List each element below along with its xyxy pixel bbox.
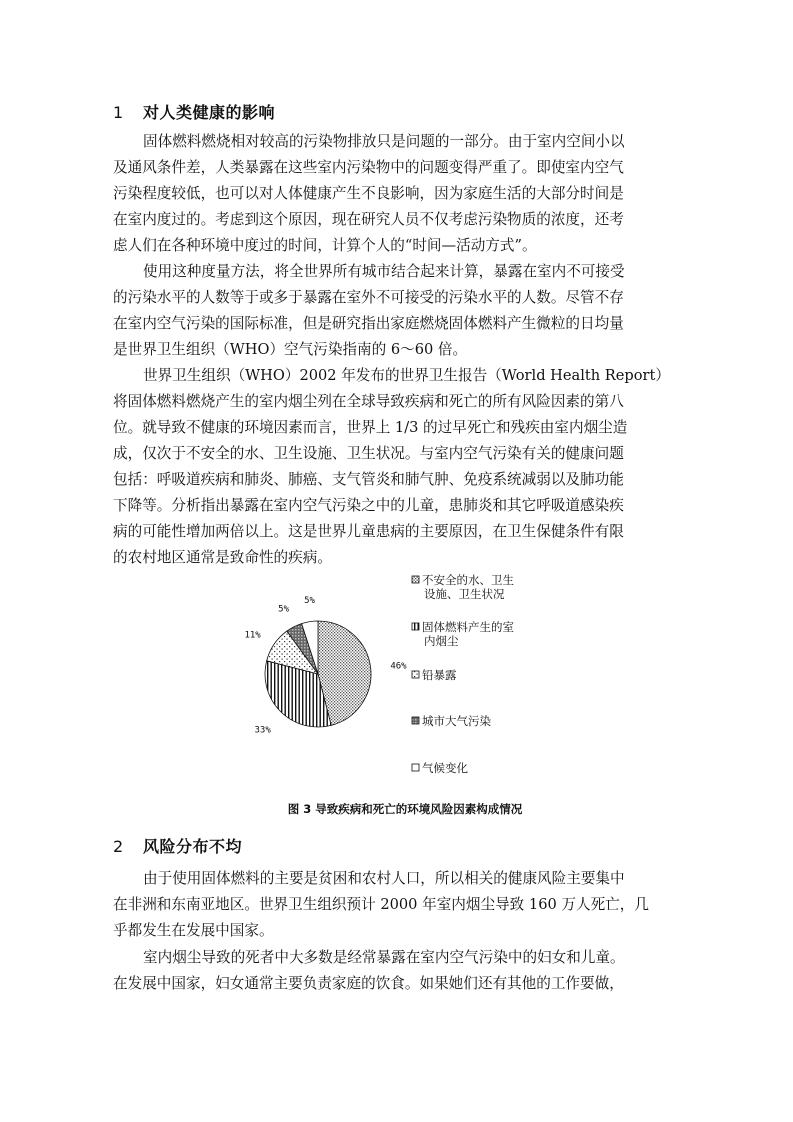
text-line: 及通风条件差，人类暴露在这些室内污染物中的问题变得严重了。即使室内空气 — [113, 159, 624, 176]
section-1-heading — [113, 100, 275, 123]
legend-label: 城市大气污染 — [422, 714, 491, 728]
paragraph — [113, 259, 676, 363]
legend-swatch — [412, 717, 419, 724]
text-line: 污染程度较低，也可以对人体健康产生不良影响，因为家庭生活的大部分时间是 — [113, 185, 624, 202]
paragraph — [113, 129, 676, 259]
section-number: 2 — [113, 837, 124, 856]
slice-label: 11% — [244, 630, 261, 641]
legend-swatch — [412, 671, 419, 678]
section-number: 1 — [113, 103, 124, 122]
legend-label: 固体燃料产生的室 — [422, 620, 514, 634]
paragraph — [113, 866, 676, 944]
legend-label: 气候变化 — [422, 761, 468, 775]
text-line: 世界卫生组织（WHO）2002 年发布的世界卫生报告（World Health Report） — [143, 367, 670, 384]
slice-label: 46% — [390, 661, 407, 672]
slice-label: 33% — [254, 725, 271, 736]
text-line: 室内烟尘导致的死者中大多数是经常暴露在室内空气污染中的妇女和儿童。 — [143, 949, 625, 966]
text-line: 病的可能性增加两倍以上。这是世界儿童患病的主要原因，在卫生保健条件有限 — [113, 523, 624, 540]
pie-chart-svg — [244, 573, 538, 785]
slice-label: 5% — [278, 604, 290, 615]
text-line: 使用这种度量方法，将全世界所有城市结合起来计算，暴露在室内不可接受 — [143, 263, 625, 280]
text-line: 的污染水平的人数等于或多于暴露在室外不可接受的污染水平的人数。尽管不存 — [113, 289, 624, 306]
text-line: 在非洲和东南亚地区。世界卫生组织预计 2000 年室内烟尘导致 160 万人死亡，几 — [113, 896, 649, 913]
legend-swatch — [412, 764, 419, 771]
text-line: 包括：呼吸道疾病和肺炎、肺癌、支气管炎和肺气肿、免疫系统减弱以及肺功能 — [113, 471, 624, 488]
text-line: 成，仅次于不安全的水、卫生设施、卫生状况。与室内空气污染有关的健康问题 — [113, 445, 624, 462]
legend-label: 内烟尘 — [424, 634, 459, 648]
text-line: 在室内度过的。考虑到这个原因，现在研究人员不仅考虑污染物质的浓度，还考 — [113, 211, 624, 228]
text-line: 位。就导致不健康的环境因素而言，世界上 1/3 的过早死亡和残疾由室内烟尘造 — [113, 419, 628, 436]
text-line: 在发展中国家，妇女通常主要负责家庭的饮食。如果她们还有其他的工作要做， — [113, 975, 624, 992]
pie-chart — [244, 573, 538, 785]
legend-label: 设施、卫生状况 — [424, 587, 505, 601]
slice-label: 5% — [304, 595, 315, 606]
section-title: 风险分布不均 — [143, 837, 243, 856]
text-line: 将固体燃料燃烧产生的室内烟尘列在全球导致疾病和死亡的所有风险因素的第八 — [113, 393, 624, 410]
legend-label: 不安全的水、卫生 — [422, 573, 514, 587]
paragraph — [113, 363, 676, 571]
text-line: 下降等。分析指出暴露在室内空气污染之中的儿童，患肺炎和其它呼吸道感染疾 — [113, 497, 624, 514]
legend-swatch — [412, 623, 419, 630]
text-line: 由于使用固体燃料的主要是贫困和农村人口，所以相关的健康风险主要集中 — [143, 870, 625, 887]
text-line: 是世界卫生组织（WHO）空气污染指南的 6～60 倍。 — [113, 341, 468, 358]
text-line: 乎都发生在发展中国家。 — [113, 922, 274, 939]
section-2-heading — [113, 834, 242, 857]
text-line: 的农村地区通常是致命性的疾病。 — [113, 549, 332, 566]
text-line: 固体燃料燃烧相对较高的污染物排放只是问题的一部分。由于室内空间小以 — [143, 133, 625, 150]
text-line: 在室内空气污染的国际标准，但是研究指出家庭燃烧固体燃料产生微粒的日均量 — [113, 315, 624, 332]
legend-label: 铅暴露 — [422, 668, 457, 682]
section-title: 对人类健康的影响 — [143, 103, 276, 122]
text-line: 虑人们在各种环境中度过的时间，计算个人的“时间—活动方式”。 — [113, 237, 537, 254]
paragraph — [113, 945, 676, 997]
legend-swatch — [412, 576, 419, 583]
figure-caption: 图 3 导致疾病和死亡的环境风险因素构成情况 — [287, 802, 523, 816]
